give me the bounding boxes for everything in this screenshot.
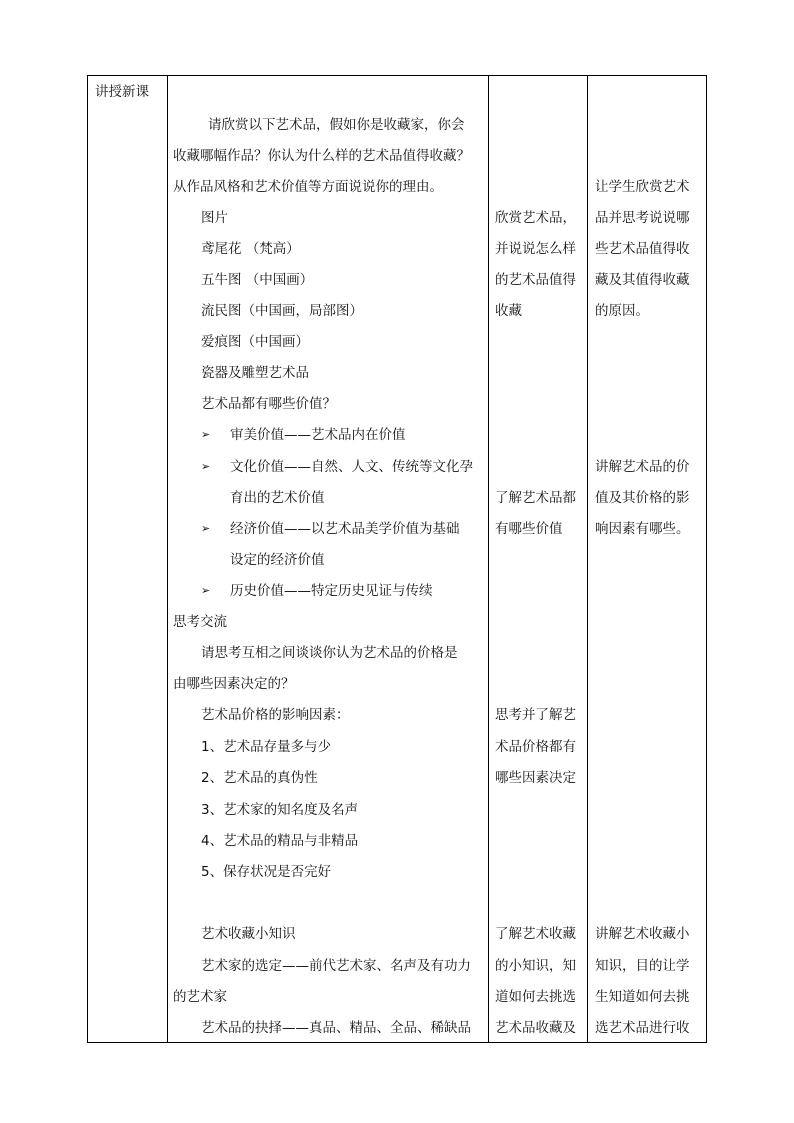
design-intent-1-line-5: 的原因。 xyxy=(595,303,649,319)
table-top-border xyxy=(87,75,706,76)
table-bottom-border xyxy=(87,1042,706,1043)
design-intent-3-line-4: 选艺术品进行收 xyxy=(595,1020,690,1036)
value-item-historical: 历史价值——特定历史见证与传续 xyxy=(230,583,433,599)
factor-item-3: 3、艺术家的知名度及名声 xyxy=(201,802,359,818)
design-intent-3-line-2: 知识，目的让学 xyxy=(595,958,690,974)
student-activity-4-line-1: 了解艺术收藏 xyxy=(495,926,576,942)
bullet-arrow-icon: ➢ xyxy=(201,584,211,597)
intro-line-1: 请欣赏以下艺术品，假如你是收藏家，你会 xyxy=(208,117,465,133)
picture-item-5: 瓷器及雕塑艺术品 xyxy=(201,365,309,381)
value-item-economic-cont: 设定的经济价值 xyxy=(230,552,325,568)
table-right-border xyxy=(706,75,707,1043)
factor-item-4: 4、艺术品的精品与非精品 xyxy=(201,833,359,849)
design-intent-1-line-2: 品并思考说说哪 xyxy=(595,210,690,226)
design-intent-3-line-1: 讲解艺术收藏小 xyxy=(595,926,690,942)
student-activity-1-line-3: 的艺术品值得 xyxy=(495,272,576,288)
think-question-line-1: 请思考互相之间谈谈你认为艺术品的价格是 xyxy=(201,645,458,661)
picture-item-2: 五牛图 （中国画） xyxy=(201,272,314,288)
bullet-arrow-icon: ➢ xyxy=(201,428,211,441)
table-left-border xyxy=(87,75,88,1043)
bullet-arrow-icon: ➢ xyxy=(201,522,211,535)
design-intent-2-line-2: 值及其价格的影 xyxy=(595,490,690,506)
bullet-arrow-icon: ➢ xyxy=(201,460,211,473)
student-activity-2-line-1: 了解艺术品都 xyxy=(495,490,576,506)
design-intent-2-line-3: 响因素有哪些。 xyxy=(595,521,690,537)
design-intent-1-line-3: 些艺术品值得收 xyxy=(595,241,690,257)
factor-item-2: 2、艺术品的真伪性 xyxy=(201,770,318,786)
knowledge-line-1: 艺术家的选定——前代艺术家、名声及有功力 xyxy=(201,958,471,974)
student-activity-2-line-2: 有哪些价值 xyxy=(495,521,563,537)
column-divider-2 xyxy=(488,75,489,1043)
column-divider-1 xyxy=(167,75,168,1043)
student-activity-3-line-2: 术品价格都有 xyxy=(495,739,576,755)
value-item-economic: 经济价值——以艺术品美学价值为基础 xyxy=(230,521,460,537)
value-item-cultural-cont: 育出的艺术价值 xyxy=(230,490,325,506)
factors-heading: 艺术品价格的影响因素： xyxy=(201,707,350,723)
design-intent-2-line-1: 讲解艺术品的价 xyxy=(595,459,690,475)
picture-item-3: 流民图（中国画，局部图） xyxy=(201,303,363,319)
picture-item-4: 爱痕图（中国画） xyxy=(201,334,309,350)
think-heading: 思考交流 xyxy=(173,614,227,630)
picture-item-1: 鸢尾花 （梵高） xyxy=(201,241,300,257)
intro-line-3: 从作品风格和艺术价值等方面说说你的理由。 xyxy=(173,179,443,195)
knowledge-line-2: 的艺术家 xyxy=(173,989,227,1005)
design-intent-1-line-4: 藏及其值得收藏 xyxy=(595,272,690,288)
factor-item-5: 5、保存状况是否完好 xyxy=(201,864,332,880)
design-intent-3-line-3: 生知道如何去挑 xyxy=(595,989,690,1005)
intro-line-2: 收藏哪幅作品？你认为什么样的艺术品值得收藏？ xyxy=(173,148,470,164)
value-item-aesthetic: 审美价值——艺术品内在价值 xyxy=(230,427,406,443)
student-activity-3-line-1: 思考并了解艺 xyxy=(495,707,576,723)
factor-item-1: 1、艺术品存量多与少 xyxy=(201,739,332,755)
pictures-heading: 图片 xyxy=(201,210,228,226)
value-question: 艺术品都有哪些价值？ xyxy=(201,396,336,412)
value-item-cultural: 文化价值——自然、人文、传统等文化孕 xyxy=(230,459,473,475)
column-divider-3 xyxy=(587,75,588,1043)
student-activity-1-line-1: 欣赏艺术品， xyxy=(495,210,576,226)
student-activity-1-line-2: 并说说怎么样 xyxy=(495,241,576,257)
knowledge-heading: 艺术收藏小知识 xyxy=(201,926,296,942)
section-label: 讲授新课 xyxy=(95,84,149,100)
student-activity-1-line-4: 收藏 xyxy=(495,303,522,319)
think-question-line-2: 由哪些因素决定的？ xyxy=(173,676,295,692)
student-activity-4-line-3: 道如何去挑选 xyxy=(495,989,576,1005)
design-intent-1-line-1: 让学生欣赏艺术 xyxy=(595,179,690,195)
student-activity-4-line-2: 的小知识，知 xyxy=(495,958,576,974)
knowledge-line-3: 艺术品的抉择——真品、精品、全品、稀缺品 xyxy=(201,1020,471,1036)
student-activity-4-line-4: 艺术品收藏及 xyxy=(495,1020,576,1036)
student-activity-3-line-3: 哪些因素决定 xyxy=(495,770,576,786)
